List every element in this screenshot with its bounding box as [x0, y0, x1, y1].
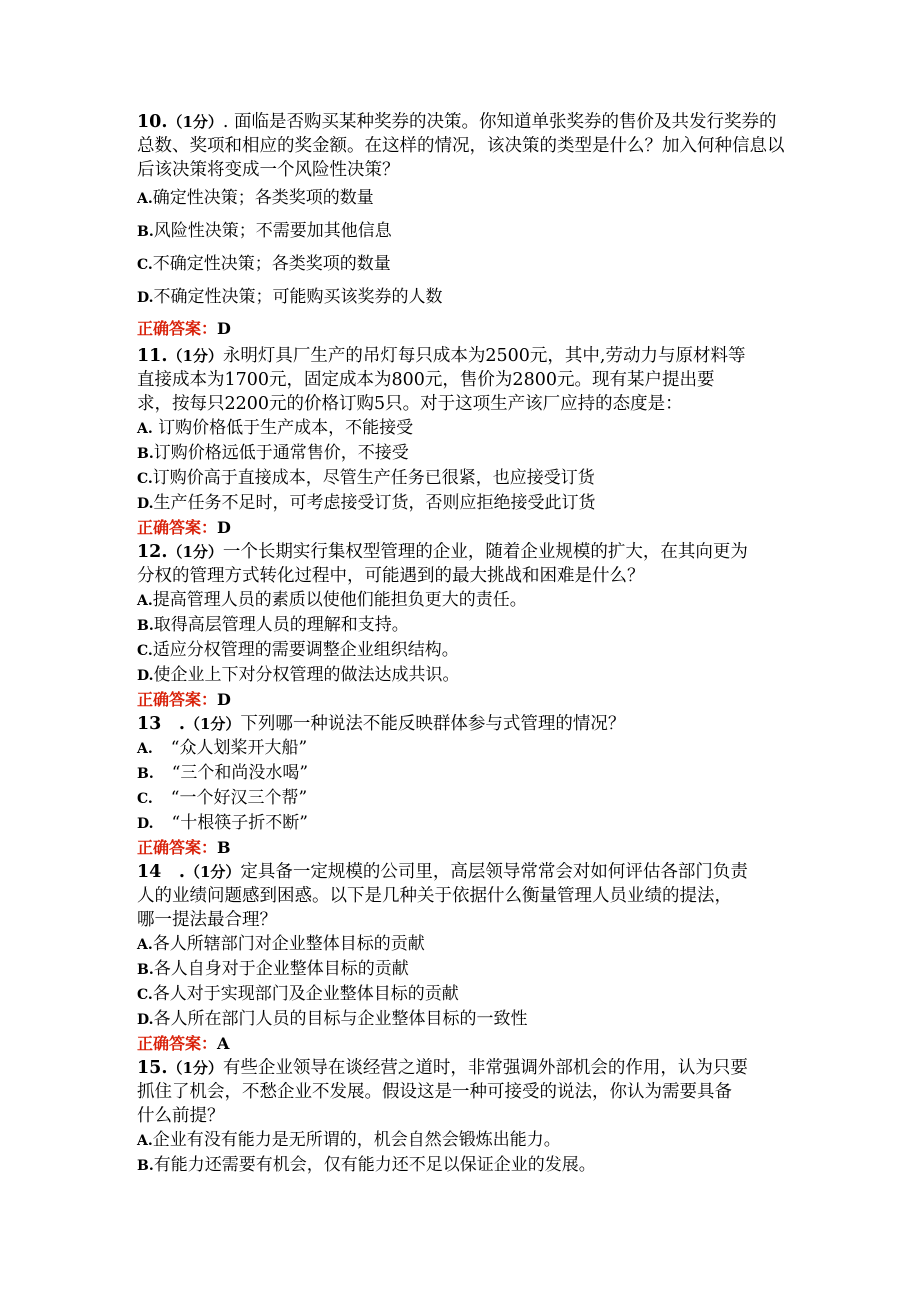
question-number: 11.: [137, 346, 168, 366]
correct-answer: 正确答案：D: [137, 319, 231, 338]
option-d: D.各人所在部门人员的目标与企业整体目标的一致性: [137, 1009, 528, 1029]
option-b: B.各人自身对于企业整体目标的贡献: [137, 959, 409, 979]
question-10: [137, 110, 787, 344]
option-b: B.取得高层管理人员的理解和支持。: [137, 615, 409, 635]
question-11: [137, 344, 787, 540]
question-text-line: 分权的管理方式转化过程中，可能遇到的最大挑战和困难是什么？: [137, 566, 645, 586]
question-15: [137, 1056, 787, 1178]
correct-answer: 正确答案：A: [137, 1034, 230, 1053]
question-number: 12.: [137, 542, 168, 562]
question-13: [137, 712, 787, 860]
question-score: （1分）: [184, 715, 241, 733]
question-score: （1分）: [167, 113, 223, 131]
option-d: D.生产任务不足时，可考虑接受订货，否则应拒绝接受此订货: [137, 493, 596, 513]
question-stem: [137, 540, 787, 588]
question-score: （1分）: [167, 1059, 223, 1077]
option-b: B. “三个和尚没水喝”: [137, 763, 309, 783]
question-14: [137, 860, 787, 1056]
document-page: [137, 110, 787, 1178]
question-text-line: 有些企业领导在谈经营之道时，非常强调外部机会的作用，认为只要: [222, 1058, 748, 1078]
question-text-line: 直接成本为1700元，固定成本为800元，售价为2800元。现有某户提出要: [137, 370, 715, 390]
correct-answer: 正确答案：B: [137, 838, 231, 857]
option-c: C. “一个好汉三个帮”: [137, 788, 308, 808]
question-score: （1分）: [184, 863, 241, 881]
question-number: 10.: [137, 112, 168, 132]
question-stem: [137, 1056, 787, 1128]
option-c: C.不确定性决策；各类奖项的数量: [137, 254, 391, 274]
question-text-line: 什么前提？: [137, 1106, 225, 1126]
question-text-line: 永明灯具厂生产的吊灯每只成本为2500元，其中,劳动力与原材料等: [222, 346, 746, 366]
question-text-line: 下列哪一种说法不能反映群体参与式管理的情况？: [240, 714, 626, 734]
question-stem: [137, 712, 787, 736]
question-text: . 面临是否购买某种奖券的决策。你知道单张奖券的售价及共发行奖券的总数、奖项和相应的奖金额。在这样的情况，该决策的类型是什么？加入何种信息以后该决策将变成一个风险性决策？: [137, 112, 785, 180]
option-a: A.各人所辖部门对企业整体目标的贡献: [137, 934, 425, 954]
question-text-line: 一个长期实行集权型管理的企业，随着企业规模的扩大，在其向更为: [222, 542, 748, 562]
correct-answer: 正确答案：D: [137, 690, 231, 709]
question-text-line: 求，按每只2200元的价格订购5只。对于这项生产该厂应持的态度是：: [137, 394, 683, 414]
question-12: [137, 540, 787, 712]
option-c: C.各人对于实现部门及企业整体目标的贡献: [137, 984, 459, 1004]
option-a: A. “众人划桨开大船”: [137, 738, 308, 758]
correct-answer: 正确答案：D: [137, 518, 231, 537]
option-a: A.企业有没有能力是无所谓的，机会自然会锻炼出能力。: [137, 1130, 561, 1150]
question-number: 15.: [137, 1058, 168, 1078]
question-number: 14 .: [137, 862, 185, 882]
option-d: D.使企业上下对分权管理的做法达成共识。: [137, 665, 460, 685]
question-stem: [137, 344, 787, 416]
question-number: 13 .: [137, 714, 185, 734]
option-a: A. 订购价格低于生产成本，不能接受: [137, 418, 414, 438]
option-b: B.风险性决策；不需要加其他信息: [137, 221, 392, 241]
option-a: A.提高管理人员的素质以使他们能担负更大的责任。: [137, 590, 527, 610]
option-b: B.有能力还需要有机会，仅有能力还不足以保证企业的发展。: [137, 1155, 596, 1175]
question-text-line: 抓住了机会，不愁企业不发展。假设这是一种可接受的说法，你认为需要具备: [137, 1082, 732, 1102]
question-text-line: 人的业绩问题感到困惑。以下是几种关于依据什么衡量管理人员业绩的提法，: [137, 886, 732, 906]
option-d: D. “十根筷子折不断”: [137, 813, 308, 833]
option-c: C.订购价高于直接成本，尽管生产任务已很紧，也应接受订货: [137, 468, 595, 488]
question-stem: [137, 860, 787, 932]
question-score: （1分）: [167, 347, 223, 365]
question-score: （1分）: [167, 543, 223, 561]
question-text-line: 哪一提法最合理？: [137, 910, 277, 930]
option-a: A.确定性决策；各类奖项的数量: [137, 188, 374, 208]
option-d: D.不确定性决策；可能购买该奖券的人数: [137, 287, 443, 307]
question-text-line: 定具备一定规模的公司里，高层领导常常会对如何评估各部门负责: [240, 862, 748, 882]
option-b: B.订购价格远低于通常售价，不接受: [137, 443, 409, 463]
question-stem: [137, 110, 787, 182]
option-c: C.适应分权管理的需要调整企业组织结构。: [137, 640, 459, 660]
